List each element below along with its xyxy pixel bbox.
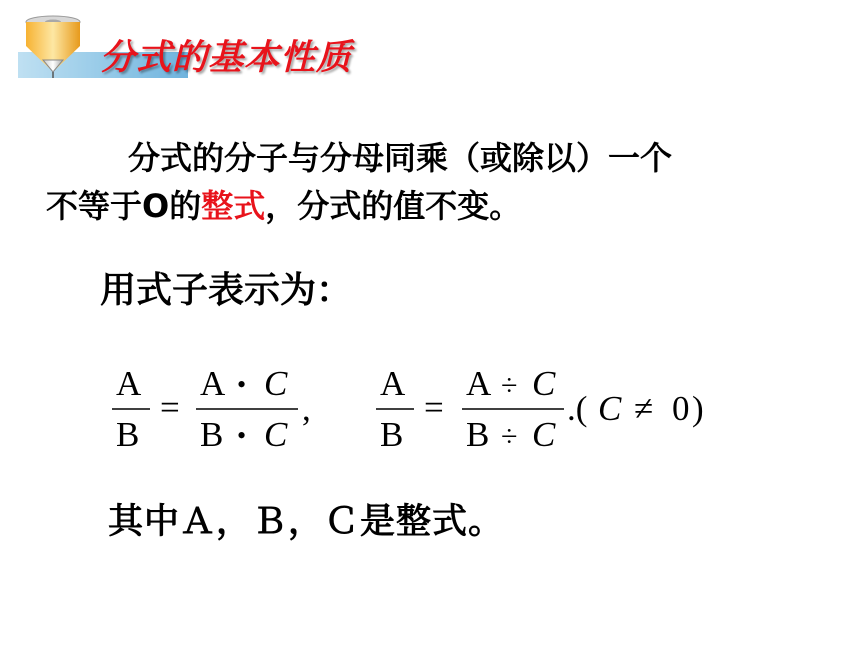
definition-text-before: 不等于O的 xyxy=(46,187,202,225)
f1-rhs-denominator-c: C xyxy=(264,415,288,454)
slide-title: 分式的基本性质 xyxy=(100,38,353,78)
f2-rhs-denominator-c: C xyxy=(532,415,556,454)
f1-comma: , xyxy=(302,389,311,428)
f1-rhs-denominator-dot: • xyxy=(237,421,247,450)
f2-rhs-numerator-c: C xyxy=(532,364,556,403)
f2-equals-sign: = xyxy=(424,388,444,427)
conclusion-text: 其中Ａ，Ｂ，Ｃ是整式。 xyxy=(108,502,505,542)
f1-rhs-denominator-b: B xyxy=(200,415,224,454)
f1-rhs-numerator-a: A xyxy=(200,364,226,403)
f2-rhs-numerator-divide: ÷ xyxy=(501,369,518,402)
f1-rhs-numerator-dot: • xyxy=(237,370,247,399)
f2-rhs-denominator-b: B xyxy=(466,415,490,454)
highlight-term: 整式 xyxy=(201,187,266,225)
f2-rhs-denominator-divide: ÷ xyxy=(501,420,518,453)
f2-condition-close: ) xyxy=(692,389,704,428)
f2-condition-open: .( xyxy=(567,389,588,428)
definition-line-1: 分式的分子与分母同乘（或除以）一个 xyxy=(128,139,673,177)
f2-condition-var: C xyxy=(598,389,622,428)
f2-condition-neq: ≠ xyxy=(634,389,654,428)
f2-lhs-numerator: A xyxy=(380,364,406,403)
formula-divide xyxy=(376,364,704,454)
f1-lhs-numerator: A xyxy=(116,364,142,403)
f1-equals-sign: = xyxy=(160,388,180,427)
formula-multiply xyxy=(112,364,311,454)
f2-condition-zero: 0 xyxy=(672,389,690,428)
f2-rhs-numerator-a: A xyxy=(466,364,492,403)
f1-lhs-denominator: B xyxy=(116,415,140,454)
f1-rhs-numerator-c: C xyxy=(264,364,288,403)
f2-lhs-denominator: B xyxy=(380,415,404,454)
formula-heading: 用式子表示为： xyxy=(100,270,353,311)
definition-text-after: ，分式的值不变。 xyxy=(265,187,522,225)
